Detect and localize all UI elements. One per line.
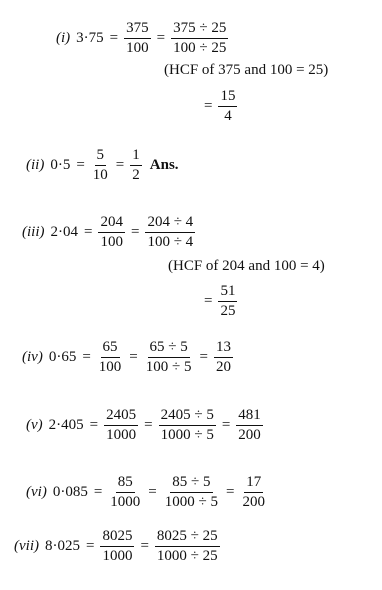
denominator: 1000 ÷ 5 (160, 427, 214, 443)
equals-sign: = (115, 157, 125, 173)
denominator: 1000 ÷ 25 (156, 548, 218, 564)
fraction (218, 88, 237, 125)
item-label: (vi) (26, 484, 47, 500)
decimal-value: 2·405 (48, 417, 84, 433)
equals-sign: = (204, 98, 213, 114)
denominator: 100 (100, 234, 123, 250)
item-label: (iii) (22, 224, 45, 240)
item-vi-equation (26, 474, 267, 511)
denominator: 2 (132, 167, 140, 183)
denominator: 100 ÷ 5 (145, 359, 192, 375)
numerator: 375 (124, 20, 151, 39)
answer-marker: Ans. (149, 157, 179, 173)
fraction (171, 20, 228, 57)
denominator: 200 (242, 494, 265, 510)
numerator: 51 (218, 283, 237, 302)
item-vii-equation (14, 528, 220, 565)
denominator: 25 (220, 303, 236, 319)
fraction (159, 407, 216, 444)
denominator: 20 (215, 359, 231, 375)
equals-sign: = (85, 538, 95, 554)
fraction (214, 339, 233, 376)
numerator: 65 ÷ 5 (148, 339, 190, 358)
item-ii-equation (26, 147, 179, 184)
denominator: 10 (92, 167, 108, 183)
numerator: 2405 ÷ 5 (159, 407, 216, 426)
decimal-value: 2·04 (50, 224, 78, 240)
fraction (97, 339, 124, 376)
decimal-value: 0·085 (52, 484, 88, 500)
numerator: 204 ÷ 4 (145, 214, 195, 233)
item-v-equation (26, 407, 263, 444)
equals-sign: = (144, 417, 153, 433)
item-iv-equation (22, 339, 233, 376)
decimal-value: 0·5 (50, 157, 71, 173)
denominator: 100 (98, 359, 122, 375)
denominator: 1000 (110, 494, 141, 510)
denominator: 100 ÷ 4 (147, 234, 194, 250)
item-label: (i) (56, 30, 71, 46)
equals-sign: = (93, 484, 103, 500)
denominator: 200 (238, 427, 261, 443)
equals-sign: = (140, 538, 149, 554)
equals-sign: = (84, 224, 93, 240)
fraction (236, 407, 263, 444)
equals-sign: = (221, 417, 231, 433)
numerator: 481 (236, 407, 263, 426)
item-iii-equation (22, 214, 195, 251)
numerator: 375 ÷ 25 (171, 20, 228, 39)
numerator: 1 (130, 147, 142, 166)
numerator: 65 (101, 339, 120, 358)
equals-sign: = (82, 349, 91, 365)
equals-sign: = (109, 30, 119, 46)
denominator: 1000 (102, 548, 133, 564)
numerator: 8025 ÷ 25 (155, 528, 220, 547)
hcf-note: (HCF of 204 and 100 = 4) (168, 258, 325, 274)
numerator: 204 (98, 214, 125, 233)
numerator: 15 (218, 88, 237, 107)
decimal-value: 8·025 (44, 538, 80, 554)
fraction (155, 528, 220, 565)
item-label: (v) (26, 417, 43, 433)
numerator: 2405 (104, 407, 138, 426)
fraction (108, 474, 142, 511)
fraction (98, 214, 125, 251)
numerator: 17 (244, 474, 263, 493)
item-label: (vii) (14, 538, 39, 554)
denominator: 100 (126, 40, 149, 56)
numerator: 13 (214, 339, 233, 358)
fraction (218, 283, 237, 320)
equals-sign: = (148, 484, 157, 500)
fraction (240, 474, 267, 511)
item-label: (iv) (22, 349, 43, 365)
equals-sign: = (199, 349, 208, 365)
equals-sign: = (156, 30, 166, 46)
equals-sign: = (226, 484, 235, 500)
item-i-result (198, 88, 237, 125)
fraction (124, 20, 151, 57)
fraction (163, 474, 220, 511)
denominator: 100 ÷ 25 (173, 40, 227, 56)
equals-sign: = (129, 349, 138, 365)
fraction (104, 407, 138, 444)
fraction (130, 147, 142, 184)
fraction (145, 214, 195, 251)
equals-sign: = (89, 417, 99, 433)
fraction (144, 339, 194, 376)
equals-sign: = (130, 224, 140, 240)
equals-sign: = (76, 157, 85, 173)
denominator: 4 (224, 108, 232, 124)
numerator: 85 ÷ 5 (170, 474, 212, 493)
denominator: 1000 (106, 427, 137, 443)
hcf-note: (HCF of 375 and 100 = 25) (164, 62, 329, 78)
item-label: (ii) (26, 157, 45, 173)
decimal-value: 0·65 (48, 349, 77, 365)
equals-sign: = (204, 293, 213, 309)
denominator: 1000 ÷ 5 (164, 494, 218, 510)
fraction (91, 147, 110, 184)
numerator: 8025 (100, 528, 134, 547)
decimal-value: 3·75 (76, 30, 104, 46)
item-iii-result (198, 283, 237, 320)
fraction (100, 528, 134, 565)
numerator: 85 (116, 474, 135, 493)
item-i-equation (56, 20, 228, 57)
numerator: 5 (95, 147, 107, 166)
